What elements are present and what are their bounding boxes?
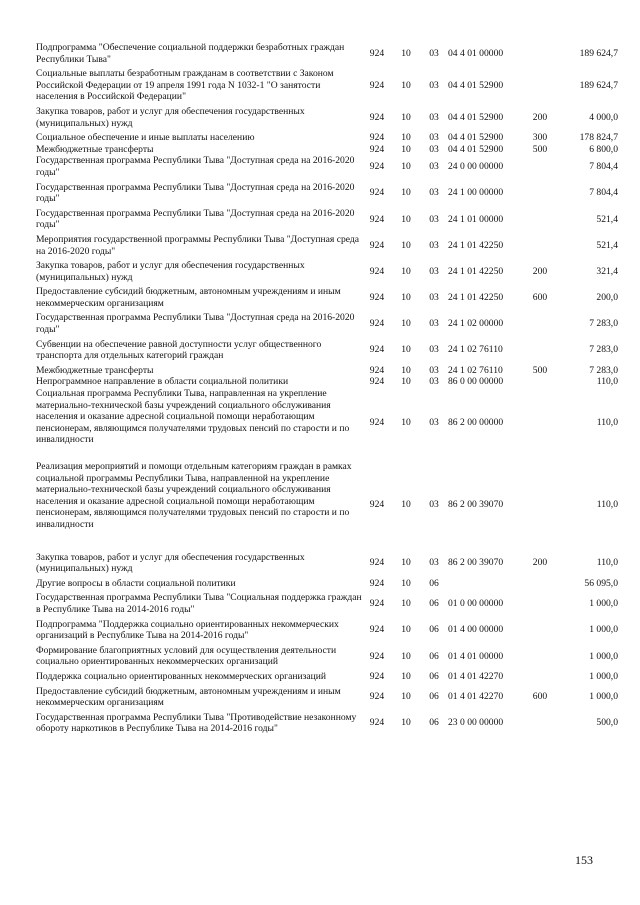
row-name: Социальное обеспечение и иные выплаты населению	[36, 132, 255, 144]
row-name: Социальная программа Республики Тыва, направленная на укрепление материально-технической базы учреждений социального обслуживания населения и оказание адресной социальной помощи неработающим пенсионерам, являющимся получателями трудовых пенсий по старости и по инвалидности	[36, 388, 350, 446]
row-subsection: 03	[429, 265, 439, 277]
row-target-code: 01 4 01 00000	[448, 650, 504, 662]
row-amount: 500,0	[596, 717, 618, 729]
row-subsection: 03	[429, 292, 439, 304]
row-name: Непрограммное направление в области социальной политики	[36, 376, 289, 388]
row-amount: 110,0	[596, 557, 618, 569]
row-grbs: 924	[369, 717, 385, 729]
row-grbs: 924	[369, 47, 385, 59]
row-amount: 178 824,7	[579, 132, 618, 144]
row-subsection: 03	[429, 111, 439, 123]
table-row	[36, 312, 618, 335]
row-amount: 7 804,4	[589, 187, 618, 199]
row-name: Государственная программа Республики Тыва "Доступная среда на 2016-2020 годы"	[36, 207, 355, 231]
row-grbs: 924	[369, 598, 385, 610]
table-row	[36, 712, 618, 735]
table-row	[36, 208, 618, 231]
row-name: Мероприятия государственной программы Республики Тыва "Доступная среда на 2016-2020 годы"	[36, 233, 360, 257]
row-grbs: 924	[369, 187, 385, 199]
row-name: Межбюджетные трансферты	[36, 364, 154, 376]
row-name: Государственная программа Республики Тыва "Доступная среда на 2016-2020 годы"	[36, 181, 355, 205]
row-expense-type	[526, 182, 554, 205]
row-amount: 7 283,0	[589, 364, 618, 376]
row-section: 10	[401, 691, 411, 703]
row-target-code	[448, 578, 526, 590]
row-grbs: 924	[369, 364, 385, 376]
row-expense-type: 600	[532, 691, 548, 703]
table-row	[36, 68, 618, 103]
row-name: Предоставление субсидий бюджетным, автономным учреждениям и иным некоммерческим организациям	[36, 685, 341, 709]
row-target-code: 01 0 00 00000	[448, 598, 504, 610]
row-subsection: 03	[429, 498, 439, 510]
row-expense-type	[526, 234, 554, 257]
row-amount: 200,0	[596, 292, 618, 304]
row-target-code: 86 0 00 00000	[448, 376, 504, 388]
row-expense-type	[526, 68, 554, 103]
row-target-code: 24 1 01 42250	[448, 265, 504, 277]
row-grbs: 924	[369, 417, 385, 429]
table-row	[36, 619, 618, 642]
row-subsection: 03	[429, 47, 439, 59]
row-name: Государственная программа Республики Тыва "Противодействие незаконному обороту наркотиков в Республике Тыва на 2014-2016 годы"	[36, 711, 357, 735]
row-name: Поддержка социально ориентированных некоммерческих организаций	[36, 670, 327, 682]
row-target-code: 24 0 00 00000	[448, 161, 504, 173]
row-section: 10	[401, 598, 411, 610]
row-section: 10	[401, 161, 411, 173]
row-subsection: 03	[429, 376, 439, 388]
row-expense-type: 200	[532, 557, 548, 569]
row-section: 10	[401, 650, 411, 662]
table-row	[36, 234, 618, 257]
row-name: Закупка товаров, работ и услуг для обеспечения государственных (муниципальных) нужд	[36, 260, 305, 283]
table-row	[36, 286, 618, 309]
budget-table	[36, 42, 618, 735]
row-subsection: 03	[429, 79, 439, 91]
table-row	[36, 42, 618, 65]
row-expense-type	[526, 671, 554, 683]
row-target-code: 01 4 01 42270	[448, 691, 504, 703]
row-grbs: 924	[369, 344, 385, 356]
row-name: Формирование благоприятных условий для осуществления деятельности социально ориентированных некоммерческих организаций	[36, 644, 337, 668]
row-grbs: 924	[369, 79, 385, 91]
row-section: 10	[401, 417, 411, 429]
row-grbs: 924	[369, 239, 385, 251]
row-amount: 110,0	[596, 417, 618, 429]
row-name: Межбюджетные трансферты	[36, 143, 154, 155]
row-grbs: 924	[369, 577, 385, 589]
row-subsection: 03	[429, 213, 439, 225]
row-amount: 110,0	[596, 376, 618, 388]
row-section: 10	[401, 318, 411, 330]
row-amount: 7 283,0	[589, 344, 618, 356]
row-target-code: 01 4 00 00000	[448, 624, 504, 636]
row-subsection: 06	[429, 650, 439, 662]
row-grbs: 924	[369, 213, 385, 225]
row-expense-type	[526, 461, 554, 549]
row-subsection: 03	[429, 143, 439, 155]
row-section: 10	[401, 265, 411, 277]
page-number: 153	[575, 853, 593, 867]
row-grbs: 924	[369, 161, 385, 173]
row-expense-type	[526, 339, 554, 362]
table-row	[36, 578, 618, 590]
row-amount: 6 800,0	[589, 143, 618, 155]
row-amount: 321,4	[596, 265, 618, 277]
row-grbs: 924	[369, 670, 385, 682]
row-grbs: 924	[369, 498, 385, 510]
row-subsection: 06	[429, 691, 439, 703]
row-expense-type	[526, 388, 554, 458]
row-amount: 56 095,0	[584, 577, 618, 589]
row-amount: 189 624,7	[579, 47, 618, 59]
row-name: Подпрограмма "Поддержка социально ориентированных некоммерческих организаций в Республике Тыва на 2014-2016 годы"	[36, 618, 339, 642]
row-grbs: 924	[369, 265, 385, 277]
row-subsection: 06	[429, 670, 439, 682]
row-amount: 1 000,0	[589, 670, 618, 682]
row-section: 10	[401, 498, 411, 510]
row-target-code: 01 4 01 42270	[448, 670, 504, 682]
row-expense-type	[526, 42, 554, 65]
row-target-code: 24 1 02 76110	[448, 344, 503, 356]
row-target-code: 04 4 01 52900	[448, 79, 504, 91]
row-section: 10	[401, 376, 411, 388]
row-expense-type: 300	[532, 132, 548, 144]
row-target-code: 23 0 00 00000	[448, 717, 504, 729]
row-subsection: 03	[429, 187, 439, 199]
row-expense-type	[526, 208, 554, 231]
row-subsection: 06	[429, 717, 439, 729]
row-name: Социальные выплаты безработным гражданам в соответствии с Законом Российской Федерации от 19 апреля 1991 года N 1032-1 "О занятости населения в Российской Федерации"	[36, 68, 334, 103]
row-grbs: 924	[369, 132, 385, 144]
row-name: Другие вопросы в области социальной политики	[36, 577, 236, 589]
row-grbs: 924	[369, 650, 385, 662]
row-expense-type	[526, 155, 554, 178]
row-grbs: 924	[369, 376, 385, 388]
row-amount: 7 283,0	[589, 318, 618, 330]
row-amount: 1 000,0	[589, 598, 618, 610]
row-section: 10	[401, 292, 411, 304]
row-section: 10	[401, 187, 411, 199]
table-row	[36, 339, 618, 362]
row-target-code: 24 1 02 76110	[448, 364, 503, 376]
budget-table-body	[36, 42, 618, 735]
table-row	[36, 260, 618, 283]
row-amount: 110,0	[596, 498, 618, 510]
row-name: Государственная программа Республики Тыва "Социальная поддержка граждан в Республике Тыва на 2014-2016 годы"	[36, 592, 362, 615]
row-expense-type	[526, 645, 554, 668]
row-subsection: 03	[429, 132, 439, 144]
row-expense-type	[526, 619, 554, 642]
row-name: Государственная программа Республики Тыва "Доступная среда на 2016-2020 годы"	[36, 312, 355, 336]
row-expense-type: 600	[532, 292, 548, 304]
row-subsection: 06	[429, 598, 439, 610]
row-section: 10	[401, 111, 411, 123]
row-section: 10	[401, 239, 411, 251]
row-amount: 189 624,7	[579, 79, 618, 91]
row-section: 10	[401, 670, 411, 682]
row-name: Подпрограмма "Обеспечение социальной поддержки безработных граждан Республики Тыва"	[36, 42, 345, 65]
row-target-code: 86 2 00 39070	[448, 557, 504, 569]
row-expense-type: 200	[532, 265, 548, 277]
row-section: 10	[401, 79, 411, 91]
table-row	[36, 106, 618, 129]
table-row	[36, 686, 618, 709]
row-target-code: 04 4 01 52900	[448, 132, 504, 144]
row-section: 10	[401, 344, 411, 356]
row-name: Государственная программа Республики Тыва "Доступная среда на 2016-2020 годы"	[36, 155, 355, 178]
row-name: Закупка товаров, работ и услуг для обеспечения государственных (муниципальных) нужд	[36, 551, 305, 575]
table-row	[36, 376, 618, 388]
row-expense-type: 500	[532, 143, 548, 155]
row-section: 10	[401, 577, 411, 589]
row-grbs: 924	[369, 143, 385, 155]
row-target-code: 24 1 00 00000	[448, 187, 504, 199]
table-row	[36, 388, 618, 458]
row-target-code: 86 2 00 39070	[448, 498, 504, 510]
row-subsection: 03	[429, 161, 439, 173]
row-expense-type	[526, 312, 554, 335]
row-amount: 1 000,0	[589, 624, 618, 636]
row-grbs: 924	[369, 111, 385, 123]
row-subsection: 06	[429, 577, 439, 589]
table-row	[36, 144, 618, 156]
row-section: 10	[401, 364, 411, 376]
table-row	[36, 461, 618, 549]
row-expense-type	[526, 592, 554, 615]
row-amount: 521,4	[596, 213, 618, 225]
row-amount: 1 000,0	[589, 650, 618, 662]
row-expense-type	[526, 578, 554, 590]
row-section: 10	[401, 624, 411, 636]
row-amount: 1 000,0	[589, 691, 618, 703]
row-section: 10	[401, 213, 411, 225]
row-grbs: 924	[369, 318, 385, 330]
row-name: Закупка товаров, работ и услуг для обеспечения государственных (муниципальных) нужд	[36, 105, 305, 129]
table-row	[36, 132, 618, 144]
row-section: 10	[401, 132, 411, 144]
row-target-code: 04 4 01 00000	[448, 47, 504, 59]
table-row	[36, 365, 618, 377]
row-grbs: 924	[369, 624, 385, 636]
row-grbs: 924	[369, 557, 385, 569]
row-subsection: 03	[429, 417, 439, 429]
row-section: 10	[401, 143, 411, 155]
row-name: Предоставление субсидий бюджетным, автономным учреждениям и иным некоммерческим организациям	[36, 286, 341, 309]
row-amount: 4 000,0	[589, 111, 618, 123]
row-section: 10	[401, 717, 411, 729]
table-row	[36, 671, 618, 683]
table-row	[36, 155, 618, 178]
row-target-code: 24 1 01 42250	[448, 292, 504, 304]
table-row	[36, 182, 618, 205]
row-target-code: 24 1 01 00000	[448, 213, 504, 225]
row-section: 10	[401, 557, 411, 569]
table-row	[36, 645, 618, 668]
row-grbs: 924	[369, 691, 385, 703]
row-subsection: 03	[429, 364, 439, 376]
row-expense-type	[526, 376, 554, 388]
row-expense-type	[526, 712, 554, 735]
row-subsection: 03	[429, 239, 439, 251]
row-target-code: 04 4 01 52900	[448, 111, 504, 123]
row-expense-type: 500	[532, 364, 548, 376]
row-target-code: 86 2 00 00000	[448, 417, 504, 429]
row-subsection: 03	[429, 344, 439, 356]
row-target-code: 24 1 01 42250	[448, 239, 504, 251]
row-target-code: 04 4 01 52900	[448, 143, 504, 155]
row-name: Субвенции на обеспечение равной доступности услуг общественного транспорта для отдельных категорий граждан	[36, 338, 322, 362]
table-row	[36, 592, 618, 615]
row-amount: 7 804,4	[589, 161, 618, 173]
table-row	[36, 552, 618, 575]
row-target-code: 24 1 02 00000	[448, 318, 504, 330]
row-subsection: 06	[429, 624, 439, 636]
row-section: 10	[401, 47, 411, 59]
row-subsection: 03	[429, 318, 439, 330]
row-subsection: 03	[429, 557, 439, 569]
row-amount: 521,4	[596, 239, 618, 251]
row-expense-type: 200	[532, 111, 548, 123]
row-name: Реализация мероприятий и помощи отдельным категориям граждан в рамках социальной программы Республики Тыва, направленной на укрепление материально-технической базы учреждений социального обслуживания населения и оказание адресной социальной помощи неработающим пенсионерам, являющимся получателями трудовых пенсий по старости и по инвалидности	[36, 461, 352, 530]
row-grbs: 924	[369, 292, 385, 304]
